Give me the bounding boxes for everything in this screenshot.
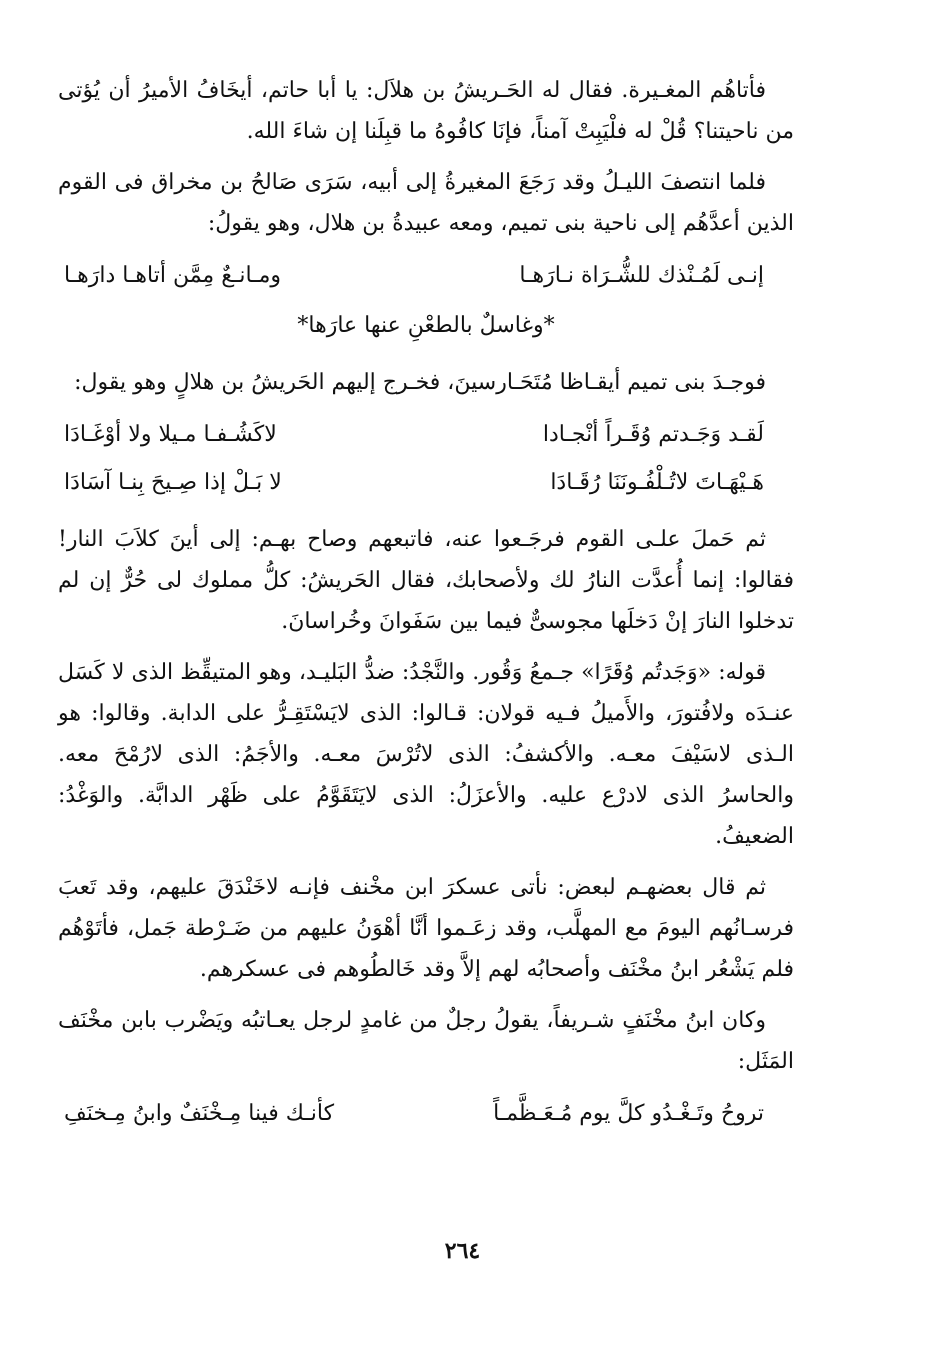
- verse-centered-line: *وغاسلٌ بالطعْنِ عنها عارَها*: [297, 313, 555, 338]
- page-number: ٢٦٤: [444, 1238, 481, 1264]
- verse-second-hemistich: لا بَـلْ إذا صِـيحَ بِنـا آسَادَا: [64, 470, 282, 495]
- verse-line: [58, 413, 794, 457]
- paragraph-3: فوجـدَ بنى تميم أيقـاظا مُتَحَـارسينَ، فخـرج إليهم الحَريشُ بن هلالٍ وهو يقول:: [74, 370, 766, 395]
- verse-first-hemistich: هَـيْهَـاتَ لاتُـلْفُـونَنَا رُقَـادَا: [550, 470, 764, 495]
- verse-line: [58, 254, 794, 298]
- verse-block-3: [58, 1092, 794, 1136]
- page-body: [58, 70, 794, 1150]
- verse-second-hemistich: كأنـك فينا مِـخْنَفٌ وابنُ مِـخنَفِ: [64, 1101, 335, 1126]
- paragraph-7: وكان ابنُ مخْنَفٍ شـريفاً، يقولُ رجلٌ من غامدٍ لرجل يعـاتبُه ويَضْرب بابن مخْنَف المَثَل:: [58, 1008, 794, 1074]
- verse-first-hemistich: لَقـد وَجَـدتم وُقَـراً أنْجـادا: [542, 422, 764, 447]
- paragraph-6: ثم قال بعضهـم لبعض: نأتى عسكرَ ابن مخْنف فإنـه لاخَنْدَقَ عليهم، وقد تَعبَ فرسـانُهم اليومَ مع المهلَّب، وقد زعَـموا أنَّا أهْوَنُ عليهم من ضَـرْطة جَمل، فأتَوْهُم فلم يَشْعُر ابنُ مخْنَف وأصحابُه لهم إلاَّ وقد خَالطُوهم فى عسكرهم.: [58, 875, 794, 982]
- paragraph-4: ثم حَملَ علـى القوم فرجَـعوا عنه، فاتبعهم وصاح بهـم: إلى أينَ كلاَبَ النار! فقالوا: إنما أُعدَّت النارُ لك ولأصحابك، فقال الحَريشُ: كلُّ مملوك لى حُرٌّ إن لم تدخلوا النارَ إنْ دَخلَها مجوسىٌّ فيما بين سَفَوانَ وخُراسانَ.: [58, 527, 794, 634]
- paragraph-2: فلما انتصفَ الليـلُ وقد رَجَعَ المغيرةُ إلى أبيه، سَرَى صَالحُ بن مخراق فى القوم الذين أعدَّهُم إلى ناحية بنى تميم، ومعه عبيدةُ بن هلال، وهو يقولُ:: [58, 170, 794, 236]
- verse-second-hemistich: ومـانـعٌ مِمَّن أتاهـا دارَهـا: [64, 263, 282, 288]
- verse-block-1: [58, 254, 794, 348]
- verse-first-hemistich: إنـى لَمُـنْذك للشُّـرَاة نـارَهـا: [519, 263, 764, 288]
- verse-second-hemistich: لاكَشُـفـا مـيلا ولا أوْغَـادَا: [64, 422, 277, 447]
- paragraph-5: قوله: «وَجَدتُم وُقَرًا» جـمعُ وَقُور. والنَّجْدُ: ضدُّ البَليـد، وهو المتيقِّظ الذى لا كَسَل عنـدَه ولافُتورَ، والأَميلُ فـيه قولان: قـالوا: الذى لايَسْتَقِـرُّ على الدابة. وقالوا: هو الـذى لاسَيْفَ معـه. والأكشفُ: الذى لاتُرْسَ معـه. والأجَمُ: الذى لارُمْحَ معه. والحاسرُ الذى لادرْع عليه. والأعزَلُ: الذى لايَتَقَوَّمُ على ظَهْر الدابَّة. والوَغْدُ: الضعيفُ.: [58, 660, 794, 849]
- verse-block-2: [58, 413, 794, 505]
- verse-line: [58, 1092, 794, 1136]
- verse-line: [58, 461, 794, 505]
- paragraph-1: فأتاهُم المغـيرة. فقال له الحَـريشُ بن هلاَل: يا أبا حاتم، أيخَافُ الأميرُ أن يُؤتى من ناحيتنا؟ قُلْ له فلْيَبِتْ آمناً، فإنَا كافُوهُ ما قبِلَنا إن شاءَ الله.: [58, 78, 794, 144]
- verse-first-hemistich: تروحُ وتَـغْـدُو كلَّ يوم مُـعَـظَّمـاً: [493, 1101, 764, 1126]
